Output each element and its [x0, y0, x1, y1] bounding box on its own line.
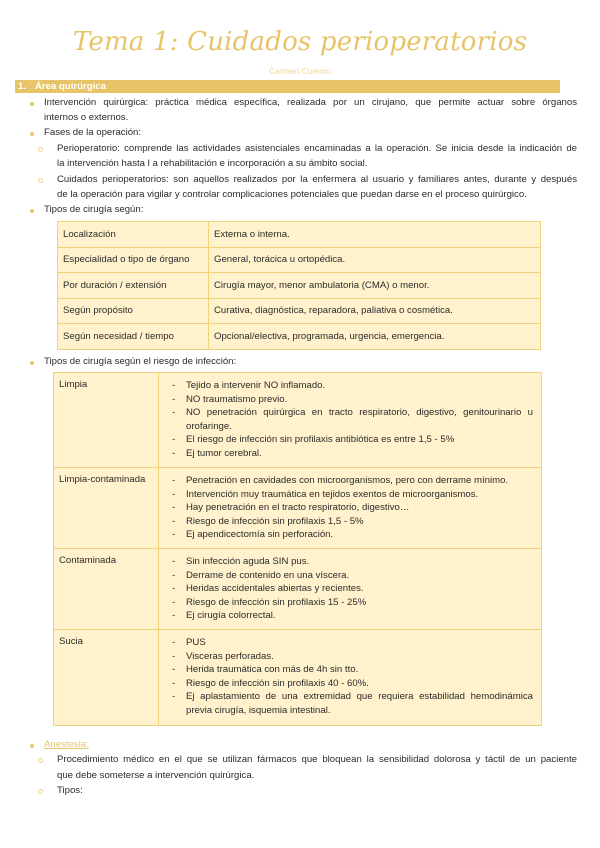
section-title: Área quirúrgica — [35, 81, 106, 92]
tipos-segun-label: Tipos de cirugía según: — [44, 204, 144, 215]
list-item: - Sin infección aguda SIN pus. — [172, 555, 533, 569]
list-item: - Ej aplastamiento de una extremidad que requiera estabilidad hemodinámica previa cirugía, isquemia intestinal. — [172, 690, 533, 717]
list-item: - NO penetración quirúrgica en tracto respiratorio, digestivo, genitourinario u orofaringe. — [172, 406, 533, 433]
list-item: - Heridas accidentales abiertas y recientes. — [172, 582, 533, 596]
table-cell-items — [159, 548, 542, 629]
bullet-dot-icon — [30, 102, 34, 106]
table-cell-valor: Curativa, diagnóstica, reparadora, paliativa o cosmética. — [209, 298, 541, 324]
bullet-dot-icon — [30, 361, 34, 365]
table-row — [58, 324, 541, 350]
riesgo-infeccion-table — [53, 372, 542, 726]
anestesia-definicion-line2: que debe someterse a intervención quirúrgica. — [57, 770, 255, 781]
list-item: - Intervención muy traumática en tejidos exentos de microorganismos. — [172, 488, 533, 502]
table-cell-valor: Cirugía mayor, menor ambulatoria (CMA) o menor. — [209, 273, 541, 299]
list-item: - Tejido a intervenir NO inflamado. — [172, 379, 533, 393]
table-cell-items — [159, 468, 542, 549]
list-item: - El riesgo de infección sin profilaxis antibiótica es entre 1,5 - 5% — [172, 433, 533, 447]
intervencion-text-line2: internos o externos. — [44, 112, 129, 123]
table-cell-items — [159, 373, 542, 468]
list-item: - Ej cirugía colorrectal. — [172, 609, 533, 623]
table-cell-criterio: Según necesidad / tiempo — [58, 324, 209, 350]
anestesia-link[interactable]: Anestesia: — [44, 739, 89, 750]
document-title: Tema 1: Cuidados perioperatorios — [72, 27, 528, 57]
list-item: - Ej apendicectomía sin perforación. — [172, 528, 533, 542]
list-item: - Herida traumática con más de 4h sin tto. — [172, 663, 533, 677]
bullet-dot-icon — [30, 744, 34, 748]
list-item: - Hay penetración en el tracto respiratorio, digestivo… — [172, 501, 533, 515]
bullet-ring-icon — [38, 758, 43, 763]
table-row — [54, 468, 542, 549]
table-cell-valor: Externa o interna. — [209, 222, 541, 248]
table-cell-criterio: Según propósito — [58, 298, 209, 324]
document-author: Carmen Cuenco — [269, 66, 331, 76]
table-row — [58, 298, 541, 324]
section-header-area-quirurgica — [15, 80, 560, 93]
table-row — [58, 222, 541, 248]
table-row — [54, 548, 542, 629]
perioperatorio-line2: la intervención hasta l a rehabilitación e incorporación a su ámbito social. — [57, 158, 368, 169]
list-item: - Visceras perforadas. — [172, 650, 533, 664]
cuidados-line2: de la operación para vigilar y controlar complicaciones potenciales que puedan darse en el proceso quirúrgico. — [57, 189, 527, 200]
list-item: - Riesgo de infección sin profilaxis 1,5 - 5% — [172, 515, 533, 529]
anestesia-definicion-line1: Procedimiento médico en el que se utilizan fármacos que bloquean la sensibilidad dolorosa y táctil de un paciente — [57, 754, 577, 765]
table-row — [58, 247, 541, 273]
list-item: - Derrame de contenido en una víscera. — [172, 569, 533, 583]
list-item: - PUS — [172, 636, 533, 650]
table-cell-tipo: Contaminada — [54, 548, 159, 629]
table-cell-valor: General, torácica u ortopédica. — [209, 247, 541, 273]
table-cell-criterio: Especialidad o tipo de órgano — [58, 247, 209, 273]
table-row — [54, 629, 542, 725]
table-cell-valor: Opcional/electiva, programada, urgencia, emergencia. — [209, 324, 541, 350]
anestesia-tipos-label: Tipos: — [57, 785, 83, 796]
riesgo-infeccion-label: Tipos de cirugía según el riesgo de infección: — [44, 356, 237, 367]
dash-list — [172, 474, 533, 542]
table-cell-criterio: Localización — [58, 222, 209, 248]
list-item: - Riesgo de infección sin profilaxis 15 - 25% — [172, 596, 533, 610]
list-item: - NO traumatismo previo. — [172, 393, 533, 407]
cuidados-line1: Cuidados perioperatorios: son aquellos realizados por la enfermera al usuario y familiares antes, durante y después — [57, 174, 577, 185]
bullet-dot-icon — [30, 132, 34, 136]
list-item: - Ej tumor cerebral. — [172, 447, 533, 461]
dash-list — [172, 379, 533, 461]
dash-list — [172, 636, 533, 718]
table-row — [54, 373, 542, 468]
perioperatorio-line1: Perioperatorio: comprende las actividades asistenciales encaminadas a la operación. Se inicia desde la indicación de — [57, 143, 577, 154]
tipos-cirugia-table — [57, 221, 541, 350]
table-cell-tipo: Limpia-contaminada — [54, 468, 159, 549]
intervencion-text-line1: Intervención quirúrgica: práctica médica específica, realizada por un cirujano, que permite actuar sobre órganos — [44, 97, 577, 108]
dash-list — [172, 555, 533, 623]
table-cell-tipo: Limpia — [54, 373, 159, 468]
bullet-ring-icon — [38, 147, 43, 152]
table-row — [58, 273, 541, 299]
section-number: 1. — [18, 81, 27, 92]
bullet-ring-icon — [38, 789, 43, 794]
bullet-dot-icon — [30, 209, 34, 213]
table-cell-items — [159, 629, 542, 725]
table-cell-criterio: Por duración / extensión — [58, 273, 209, 299]
table-cell-tipo: Sucia — [54, 629, 159, 725]
bullet-ring-icon — [38, 178, 43, 183]
fases-label: Fases de la operación: — [44, 127, 142, 138]
list-item: - Penetración en cavidades con microorganismos, pero con derrame mínimo. — [172, 474, 533, 488]
list-item: - Riesgo de infección sin profilaxis 40 - 60%. — [172, 677, 533, 691]
